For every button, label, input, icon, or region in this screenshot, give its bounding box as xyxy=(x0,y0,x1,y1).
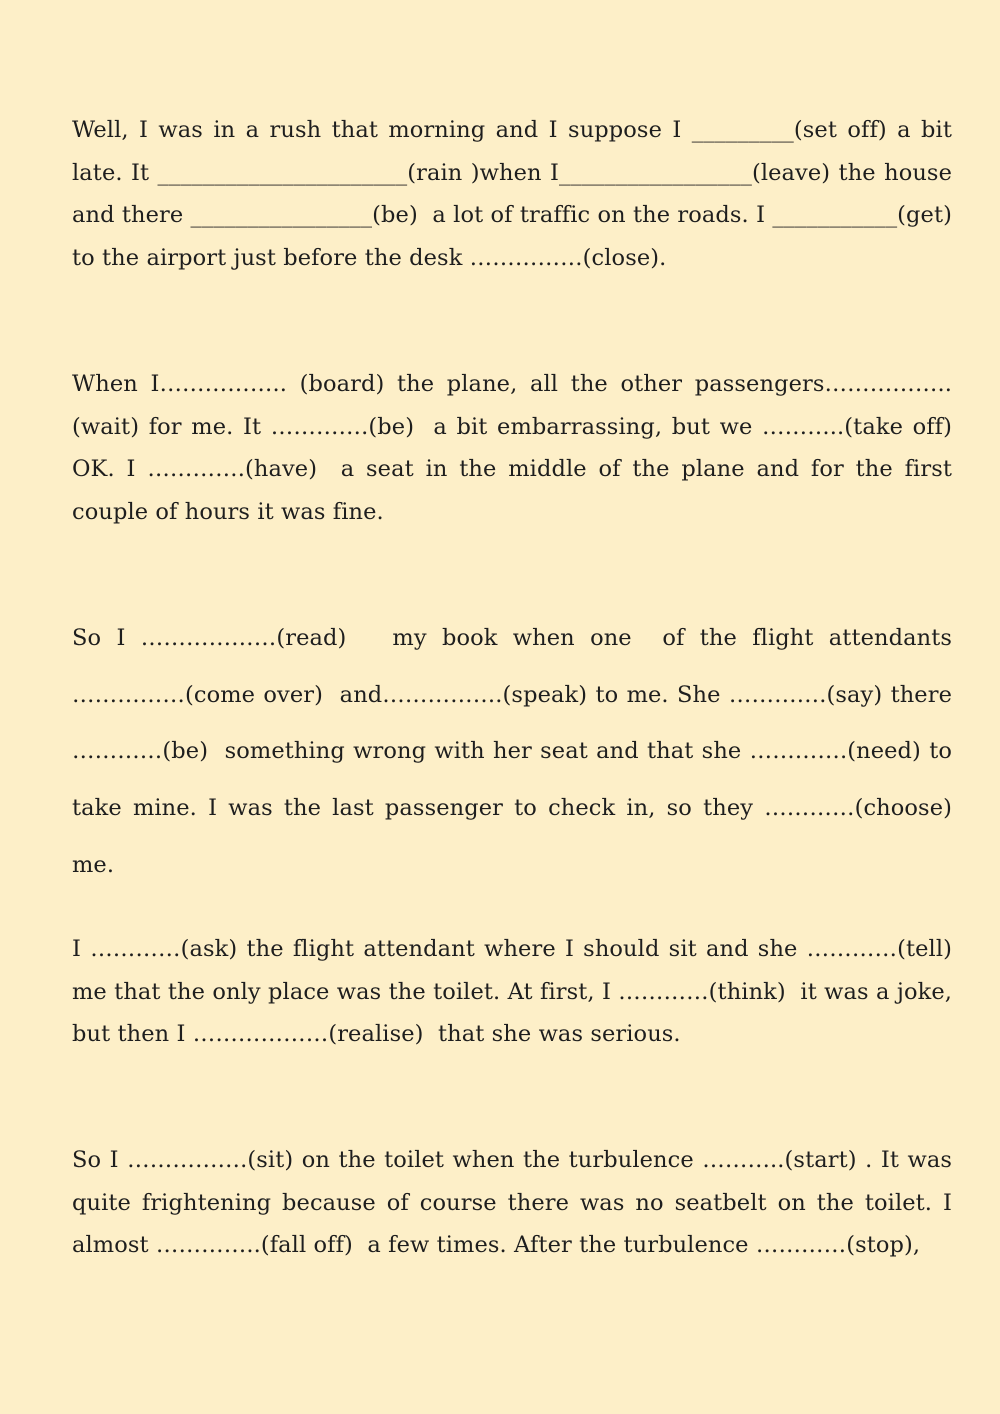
paragraph-5 xyxy=(72,1139,960,1267)
paragraph-4-text: I …………(ask) the flight attendant where I should sit and she …………(tell) me that the only place was the toilet. At first, I …………(think) it was a joke, but then I ………………(realise) that she was serious. xyxy=(72,936,960,1048)
paragraph-5-text: So I …………….(sit) on the toilet when the turbulence ………..(start) . It was quite frightening because of course there was no seatbelt on the toilet. I almost …………..(fall off) a few times. After the turbulence …………(stop), xyxy=(72,1147,960,1259)
paragraph-3 xyxy=(72,610,960,894)
paragraph-3-text: So I ………………(read) my book when one of the flight attendants ……………(come over) and…………….(speak) to me. She ………….(say) there …………(be) something wrong with her seat and that she ………….(need) to take mine. I was the last passenger to check in, so they …………(choose) me. xyxy=(72,625,960,878)
paragraph-2-text: When I…………….. (board) the plane, all the other passengers……………..(wait) for me. It ………….(be) a bit embarrassing, but we ………..(take off) OK. I ………….(have) a seat in the middle of the plane and for the first couple of hours it was fine. xyxy=(72,371,960,526)
paragraph-1 xyxy=(72,109,967,280)
paragraph-1-text: Well, I was in a rush that morning and I suppose I _________(set off) a bit late. It ______________________(rain )when I_________________(leave) the house and there ________________(be) a lot of traffic on the roads. I ___________(get) to the airport just before the desk ……………(close). xyxy=(72,117,967,272)
paragraph-2 xyxy=(72,363,960,534)
paragraph-4 xyxy=(72,928,960,1056)
